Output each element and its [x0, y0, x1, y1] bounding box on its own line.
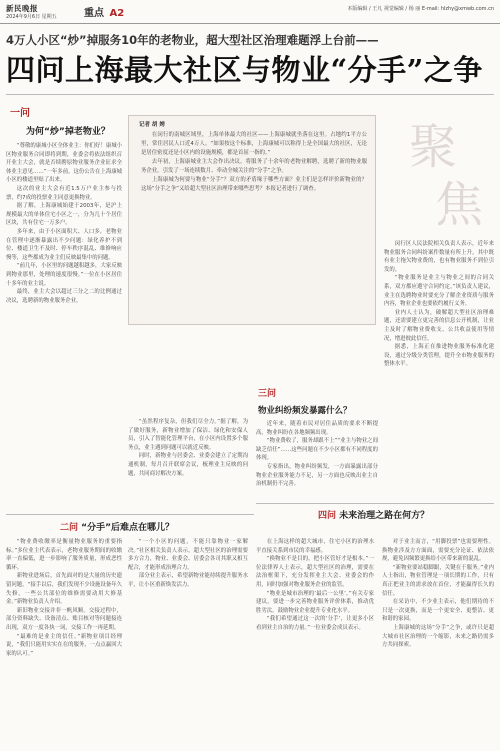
paragraph: 近年来，随着市民对居住品质的要求不断提高，物业纠纷在各地频频出现。: [256, 421, 378, 436]
newspaper-name: 新民晚报: [6, 4, 38, 13]
article-column-7: [384, 240, 494, 500]
paragraph: “虽然程序复杂，但我们尽全力。”据了解，为了做好服务，新物业增加了保洁、绿化和安保人员，引入了智能化管理平台，在小区内设置多个服务点，业主遇到问题可以就近反映。: [128, 419, 248, 451]
section-header: [84, 4, 124, 19]
paragraph: 多年来，由于小区面积大、人口多，老物业在管理中逐渐暴露出不少问题：绿化养护不到位、楼道卫生不及时、停车秩序混乱、维修响应慢等，这些都成为业主们反映最集中的问题。: [6, 228, 122, 261]
section-divider: [256, 503, 494, 504]
page-number: A2: [109, 8, 125, 19]
paragraph: “物业费收了，服务却跟不上”“业主与物业之间缺乏信任”……这些问题在不少小区都有不同程度的体现。: [256, 438, 378, 462]
article-column-2: [6, 538, 122, 746]
article-column-1: [6, 142, 122, 562]
article-column-4: [256, 420, 378, 506]
editor-note-text: [141, 131, 367, 321]
kicker-line: 4万人小区“炒”掉服务10年的老物业，超大型社区治理难题浮上台前——: [6, 33, 379, 47]
article-column-5: [256, 538, 374, 746]
main-headline: 四问上海最大社区与物业“分手”之争: [6, 53, 483, 87]
reporter-byline: 记者 胡 娉: [139, 122, 165, 128]
paragraph: 闵行区人民法院相关负责人表示，近年来物业服务合同纠纷案件数量有所上升，其中既有业主拖欠物业费的，也有物业服务不到位引发的。: [384, 241, 494, 273]
paragraph: 新物业进场后，首先面对的是大量的历史遗留问题。“接手以后，我们发现不少设施设备年久失修，一些公共部位的维修需要动用大修基金。”新物业负责人介绍。: [6, 573, 122, 606]
paragraph: 在上海这样的超大城市，住宅小区的治理水平直接关系到市民的幸福感。: [256, 539, 374, 554]
paragraph: “物业服务是业主与物业之间的合同关系，双方都应遵守合同约定。”该负责人建议，业主在选聘物业时要充分了解企业资质与服务内容，物业企业也要依约履行义务。: [384, 275, 494, 308]
masthead: [0, 0, 500, 24]
paragraph: 据悉，上海正在推进物业服务标准化建设，通过分级分类管理，提升全市物业服务的整体水平。: [384, 344, 494, 368]
paragraph: 同时，新物业与居委会、业委会建立了定期沟通机制，每月召开联席会议，梳理业主反映的问题，共同商讨解决方案。: [128, 453, 248, 477]
paragraph: 上海康城的这场“分手”之争，或许只是超大城市社区治理的一个缩影，未来之路仍需多方共同探索。: [382, 624, 494, 649]
paragraph: “最难的是业主的信任。”新物业项目经理说，“我们只能用实实在在的服务，一点点赢回大家的认可。”: [6, 633, 122, 657]
paragraph: 部分业主表示，希望新物业能持续提升服务水平，让小区重新焕发活力。: [128, 573, 248, 588]
paragraph: 最终，业主大会以超过三分之二的比例通过决议，选聘新的物业服务企业。: [6, 289, 122, 304]
section-heading-2: [60, 520, 174, 533]
section-heading-4: [318, 508, 429, 521]
paragraph: 专家指出，物业纠纷频发，一方面暴露出部分物业企业服务能力不足，另一方面也反映出业主自治机制仍不完善。: [256, 463, 378, 488]
paragraph: 新旧物业交接并非一帆风顺。交接过程中，部分资料缺失、设备清点、账目核对等问题接连出现，双方一度各执一词，交接工作一再延期。: [6, 607, 122, 631]
paragraph: 据了解，上海康城始建于2003年，是沪上规模最大的单体住宅小区之一，分为几十个居住区块，共有住宅一万多户。: [6, 203, 122, 227]
paragraph: 去年初，上海康城业主大会作出决议，将服务了十余年的老物业解聘，选聘了新的物业服务企业，引发了一场连续数月、牵动全城关注的“分手”之争。: [141, 159, 367, 174]
article-column-6: [382, 538, 494, 746]
paragraph: “我们希望通过这一次的‘分手’，让更多小区看到业主自治的力量。”一位业委会成员表示。: [256, 616, 374, 631]
paragraph: 业内人士认为，破解超大型社区治理难题，还需要建立更完善的信息公开机制，让业主及时了解物业费收支、公共收益使用等情况，增进彼此信任。: [384, 309, 494, 342]
section-title-2: “分手”后难点在哪儿？: [81, 523, 174, 533]
issue-date: 2024年9月6日 星期五: [6, 14, 57, 20]
paragraph: “物业费收缴率是衡量物业服务的重要指标。”多位业主代表表示，老物业服务期间的收缴率一直偏低，进一步影响了服务质量，形成恶性循环。: [6, 539, 122, 571]
paragraph: 在采访中，不少业主表示，他们期待的不只是一次更换，而是一个更安全、更整洁、更和谐的家园。: [382, 599, 494, 623]
paragraph: “新物业要站稳脚跟，关键在于服务。”业内人士指出，物业管理是一项长期的工作，只有真正把业主的需求放在首位，才能赢得长久的信任。: [382, 564, 494, 597]
paragraph: 在闵行的南城区域里，上海单体最大的社区——上海康城就坐落在这里。占地约1平方公里，常住居民人口近4万人。“如果按这个标准，上海康城可以称得上是全国最大的社区，无论是居住密度还是小区内的设施规模，都是首屈一指的。”: [141, 132, 367, 156]
section-title-4: 未来治理之路在何方？: [339, 511, 430, 521]
article-column-3: [128, 418, 248, 514]
paragraph: “一个小区的问题，不能只靠物业一家解决。”社区相关负责人表示，超大型社区的治理需要多方合力，物业、业委会、居委会各司其职又相互配合，才能形成治理合力。: [128, 539, 248, 571]
paragraph: 对于业主而言，“用脚投票”也需要理性。换物业涉及方方面面，需要充分论证、依法依规，避免因频繁更换给小区带来新的混乱。: [382, 539, 494, 563]
paragraph: “换物业不是目的，把小区管好才是根本。”一位法律界人士表示，超大型社区的治理，需要在法治框架下，充分发挥业主大会、业委会的作用，同时加强对物业服务企业的监管。: [256, 556, 374, 588]
focus-decoration: [405, 108, 485, 238]
section-title-3: 物业纠纷频发暴露什么？: [258, 406, 352, 416]
paragraph: 上海康城为何要与物业“分手”？双方的矛盾缘于哪些方面？业主们是怎样评价新物业的？这场“分手之争”又给超大型社区治理带来哪些思考？本报记者进行了调查。: [141, 177, 367, 192]
section-mark-2: 二问: [60, 523, 79, 533]
decoration-char: 聚: [409, 119, 458, 175]
section-divider: [6, 514, 254, 515]
paragraph: 这次的业主大会有近1.5万户业主参与投票，约7成的投票业主同意更换物业。: [6, 185, 122, 201]
decoration-char: 焦: [435, 177, 484, 233]
section-mark-3: 三问: [258, 389, 277, 399]
paragraph: “前几年，小区里的问题越积越多，大家反映到物业那里，处理的速度很慢。”一位在小区居住十多年的业主说。: [6, 263, 122, 287]
section-mark-1: 一问: [10, 108, 30, 119]
paragraph: “尊敬的康城小区全体业主：你们好！康城小区物业服务合同即将到期，业委会将依法组织召开业主大会，就是否续聘原物业服务企业征求全体业主意见……”一年多前，这份公告在上海康城小区的楼道里贴了出来。: [6, 143, 122, 184]
editor-note-box: [128, 115, 376, 325]
section-title-1: 为何“炒”掉老物业？: [26, 127, 110, 137]
article-column-3b: [128, 538, 248, 746]
editor-credits: 本版编辑 / 王凡 视觉编辑 / 杨 丽 E-mail: hlzhy@xmwb.com.cn: [347, 6, 494, 12]
headline-rule: [6, 94, 494, 95]
paragraph: “物业是城市治理的‘最后一公里’。”有关专家建议，要进一步完善物业服务评价体系，推动优胜劣汰，鼓励物业企业提升专业化水平。: [256, 590, 374, 614]
section-label: 重点: [84, 8, 104, 19]
section-mark-4: 四问: [318, 511, 337, 521]
